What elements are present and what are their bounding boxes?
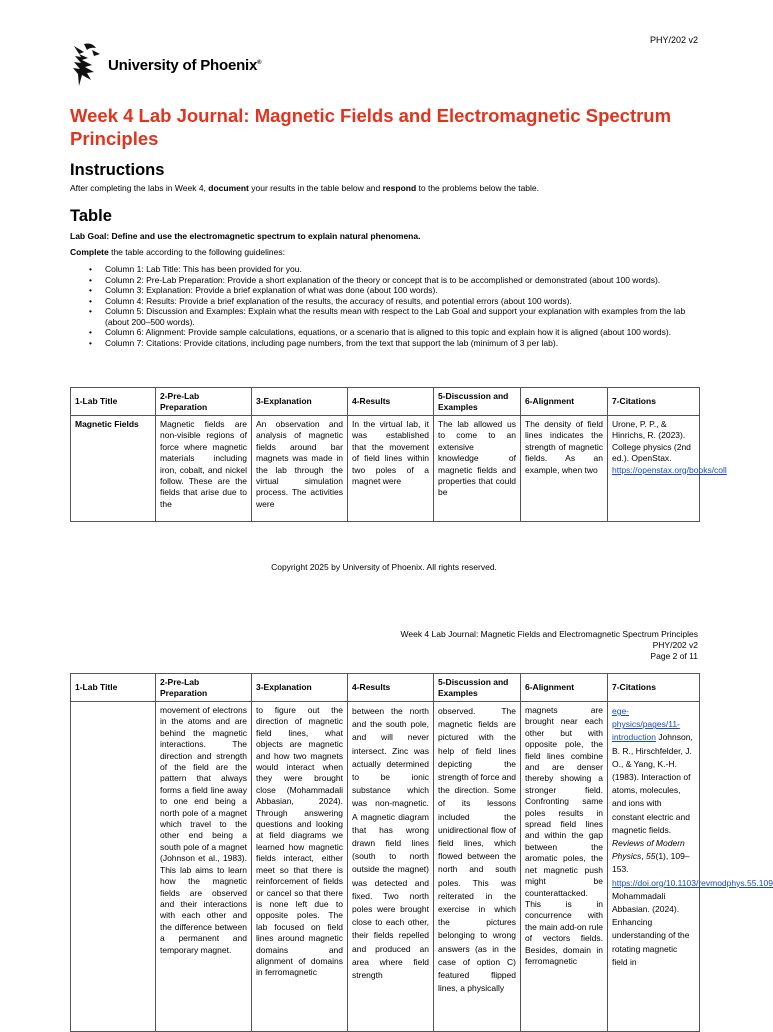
prelab-cell: Magnetic fields are non-visible regions of force where magnetic materials including iron, cobalt, and nickel follow. These are the fields that arise due to the — [156, 416, 252, 522]
page2-page-number: Page 2 of 11 — [650, 651, 698, 661]
table-row — [71, 702, 700, 1032]
guidelines-list — [70, 264, 710, 348]
lab-title-cell: Magnetic Fields — [71, 416, 156, 522]
results-cell: between the north and the south pole, and will never intersect. Zinc was actually determined to be ionic substance which was non-magnetic. A magnetic diagram that has wrong drawn field lines (south to north outside the magnet) was detected and fixed. Two north poles were brought close to each other, their fields repelled and produced an area where field strength — [348, 702, 434, 1032]
table-header-row — [71, 674, 700, 702]
lab-title-cell — [71, 702, 156, 1032]
column-header: 6-Alignment — [521, 388, 608, 416]
column-header: 1-Lab Title — [71, 388, 156, 416]
guideline-item: • Column 7: Citations: Provide citations, including page numbers, from the text that support the lab (minimum of 3 per lab). — [70, 338, 710, 349]
column-header: 3-Explanation — [252, 674, 348, 702]
citations-cell: ege-physics/pages/11-introduction Johnson, B. R., Hirschfelder, J. O., & Yang, K.-H. (1983). Interaction of atoms, molecules, and ions with constant electric and magnetic fields. Reviews of Modern Physics, 55(1), 109–153. https://doi.org/10.1103/revmodphys.55.109 Mohammadali Abbasian. (2024). Enhancing understanding of the rotating magnetic field in — [608, 702, 700, 1032]
citation-link[interactable]: ege-physics/pages/11-introduction — [612, 706, 680, 743]
table-row — [71, 416, 700, 522]
column-header: 4-Results — [348, 388, 434, 416]
doi-link[interactable]: https://doi.org/10.1103/revmodphys.55.109 — [612, 877, 773, 888]
page-title: Week 4 Lab Journal: Magnetic Fields and Electromagnetic Spectrum Principles — [70, 105, 672, 149]
column-header: 2-Pre-Lab Preparation — [156, 674, 252, 702]
complete-instruction: Complete the table according to the following guidelines: — [70, 247, 285, 257]
citation-link[interactable]: https://openstax.org/books/coll — [612, 464, 727, 475]
column-header: 1-Lab Title — [71, 674, 156, 702]
guideline-item: • Column 1: Lab Title: This has been provided for you. — [70, 264, 710, 275]
copyright-footer: Copyright 2025 by University of Phoenix. All rights reserved. — [271, 562, 497, 572]
column-header: 7-Citations — [608, 388, 700, 416]
alignment-cell: magnets are brought near each other but with opposite pole, the field lines combine and are denser thereby showing a stronger field. Confronting same poles results in spread field lines and within the gap between the aromatic poles, the net magnetic push might be counterattacked. This is in concurrence with the main add-on rule of vectors fields. Besides, domain in ferromagnetic — [521, 702, 608, 1032]
column-header: 3-Explanation — [252, 388, 348, 416]
column-header: 2-Pre-Lab Preparation — [156, 388, 252, 416]
table-heading: Table — [70, 207, 112, 225]
table-header-row — [71, 388, 700, 416]
instructions-text: After completing the labs in Week 4, document your results in the table below and respond to the problems below the table. — [70, 183, 540, 193]
results-cell: In the virtual lab, it was established that the movement of field lines within two poles of a magnet were — [348, 416, 434, 522]
column-header: 6-Alignment — [521, 674, 608, 702]
instructions-heading: Instructions — [70, 161, 165, 179]
guideline-item: • Column 4: Results: Provide a brief explanation of the results, the accuracy of results, and potential errors (about 100 words). — [70, 296, 710, 307]
phoenix-bird-icon — [70, 42, 102, 88]
guideline-item: • Column 2: Pre-Lab Preparation: Provide a short explanation of the theory or concept that is to be accomplished or demonstrated (about 100 words). — [70, 275, 710, 286]
lab-journal-table — [70, 387, 727, 522]
column-header: 7-Citations — [608, 674, 700, 702]
citations-cell: Urone, P. P., & Hinrichs, R. (2023). College physics (2nd ed.). OpenStax. https://openstax.org/books/coll — [608, 416, 700, 522]
column-header: 5-Discussion and Examples — [434, 674, 521, 702]
guideline-item: • Column 3: Explanation: Provide a brief explanation of what was done (about 100 words). — [70, 285, 710, 296]
prelab-cell: movement of electrons in the atoms and are behind the magnetic interactions. The direction and strength of the field are the pattern that always forms a field line away to one end being a north pole of a magnet which travel to the other end being a south pole of a magnet (Johnson et al., 1983). This lab aims to learn how the magnetic fields are observed and their interactions with each other and the difference between a permanent and temporary magnet. — [156, 702, 252, 1032]
explanation-cell: An observation and analysis of magnetic fields around bar magnets was made in the lab through the virtual simulation process. The activities were — [252, 416, 348, 522]
page2-header-title: Week 4 Lab Journal: Magnetic Fields and Electromagnetic Spectrum Principles — [400, 629, 698, 639]
explanation-cell: to figure out the direction of magnetic field lines, what objects are magnetic and how two magnets would interact when they were brought close (Mohammadali Abbasian, 2024). Through answering questions and looking at field diagrams we learned how magnetic fields interact, either meet so that there is reinforcement of fields or cancel so that there is none left due to opposite poles. The lab focused on field lines around magnetic domains and alignment of domains in ferromagnetic — [252, 702, 348, 1032]
guideline-item: • Column 5: Discussion and Examples: Explain what the results mean with respect to the Lab Goal and support your explanation with examples from the lab (about 200–500 words). — [70, 306, 710, 327]
page2-header — [401, 629, 699, 662]
discussion-cell: The lab allowed us to come to an extensive knowledge of magnetic fields and properties that could be — [434, 416, 521, 522]
university-logo — [70, 42, 261, 88]
lab-goal: Lab Goal: Define and use the electromagnetic spectrum to explain natural phenomena. — [70, 231, 421, 241]
guideline-item: • Column 6: Alignment: Provide sample calculations, equations, or a scenario that is aligned to this topic and explain how it is aligned (about 100 words). — [70, 327, 710, 338]
discussion-cell: observed. The magnetic fields are pictured with the help of field lines depicting the strength of force and the direction. Some of its lessons included the unidirectional flow of field lines, which flowed between the north and south poles. This was reiterated in the exercise in which the pictures belonging to wrong answers (as in the case of option C) featured flipped lines, a physically — [434, 702, 521, 1032]
column-header: 4-Results — [348, 674, 434, 702]
alignment-cell: The density of field lines indicates the strength of magnetic fields. As an example, when two — [521, 416, 608, 522]
column-header: 5-Discussion and Examples — [434, 388, 521, 416]
page2-header-code: PHY/202 v2 — [652, 640, 698, 650]
course-code: PHY/202 v2 — [649, 35, 698, 45]
lab-journal-table-continued — [70, 673, 773, 1032]
logo-wordmark: University of Phoenix® — [108, 56, 262, 74]
